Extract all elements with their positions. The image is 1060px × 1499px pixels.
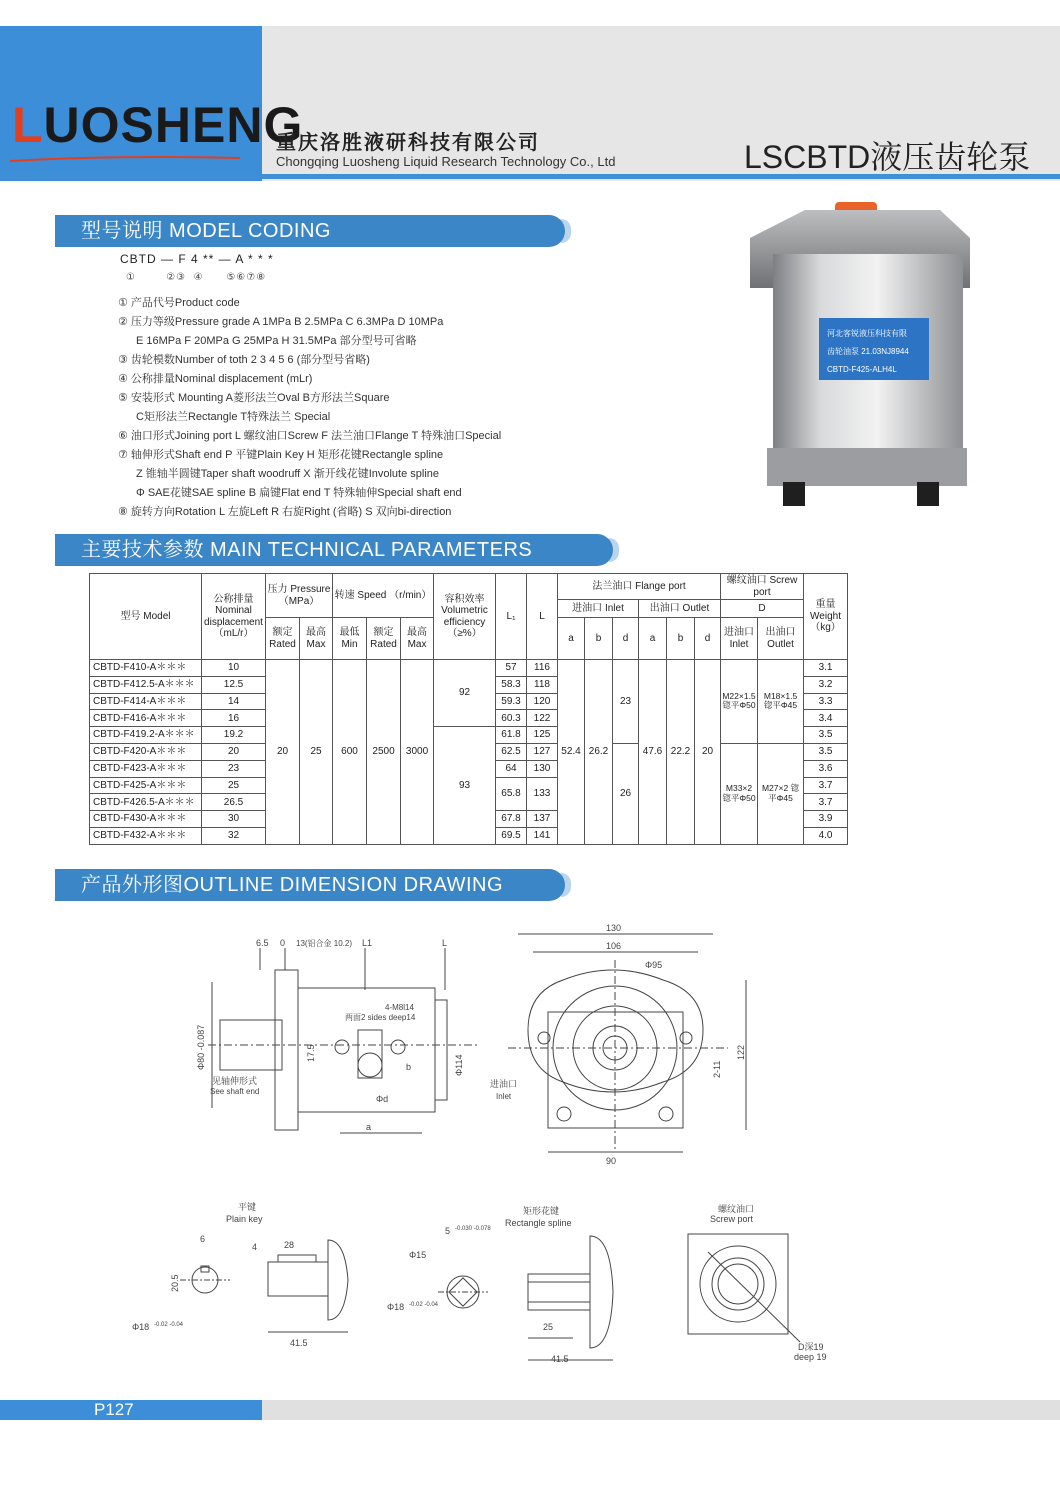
legend-line: ⑤ 安装形式 Mounting A菱形法兰Oval B方形法兰Square [118, 392, 390, 404]
legend-line: ① 产品代号Product code [118, 297, 240, 309]
col-flange-outlet: 出油口 Outlet [639, 600, 721, 618]
dim-label: 41.5 [551, 1354, 569, 1364]
cell-p-rated: 20 [266, 660, 300, 845]
pump-label-line: CBTD-F425-ALH4L [827, 365, 897, 374]
cell-disp: 12.5 [202, 676, 266, 693]
legend-line: Z 锥轴半圆键Taper shaft woodruff X 渐开线花键Involute spline [136, 468, 440, 480]
dim-label: 13(铝合金 10.2) [296, 939, 353, 948]
dim-label: deep 19 [794, 1352, 827, 1362]
dim-label: 4-M8l14 [385, 1003, 414, 1012]
cell-l1: 67.8 [496, 811, 527, 828]
cell-l1: 64 [496, 760, 527, 777]
dim-label: b [406, 1062, 412, 1072]
cell-l: 141 [527, 827, 558, 844]
tech-params-heading: 主要技术参数 MAIN TECHNICAL PARAMETERS [55, 534, 613, 566]
cell-l1: 69.5 [496, 827, 527, 844]
shaft-note: 见轴伸形式 [212, 1076, 258, 1086]
cell-model: CBTD-F423-A＊＊＊ [90, 760, 202, 777]
cell-s-max: 3000 [401, 660, 434, 845]
model-coding-heading: 型号说明 MODEL CODING [55, 215, 565, 247]
cell-model: CBTD-F426.5-A＊＊＊ [90, 794, 202, 811]
cell-l1: 60.3 [496, 710, 527, 727]
logo-initial: L [12, 97, 44, 153]
cell-disp: 23 [202, 760, 266, 777]
cell-in-a: 52.4 [558, 660, 585, 845]
cell-disp: 30 [202, 811, 266, 828]
page-footer [0, 1400, 1060, 1420]
legend-line: ⑧ 旋转方向Rotation L 左旋Left R 右旋Right (省略) S 双向bi-direction [118, 506, 452, 518]
outline-heading: 产品外形图OUTLINE DIMENSION DRAWING [55, 869, 565, 901]
cell-model: CBTD-F432-A＊＊＊ [90, 827, 202, 844]
dim-label: 6 [200, 1234, 206, 1244]
dim-label: 122 [736, 1044, 746, 1060]
cell-model: CBTD-F410-A＊＊＊ [90, 660, 202, 677]
cell-out-d: 20 [695, 660, 721, 845]
col-model: 型号 Model [90, 574, 202, 660]
logo-text: UOSHENG [43, 97, 304, 153]
cell-disp: 14 [202, 693, 266, 710]
dim-label: 25 [543, 1322, 554, 1332]
col-weight: 重量 Weight （kg） [804, 574, 848, 660]
col-in-b: b [585, 618, 613, 660]
dim-label: 5 [445, 1226, 451, 1236]
dim-label: 17.5 [306, 1044, 316, 1062]
col-l1: L₁ [496, 574, 527, 660]
detail-title: 螺纹油口 [718, 1204, 755, 1214]
cell-l: 116 [527, 660, 558, 677]
col-screw-d: D [721, 600, 804, 618]
cell-l1: 57 [496, 660, 527, 677]
pump-label-line: 齿轮油泵 21.03NJ8944 [827, 347, 909, 356]
cell-disp: 20 [202, 743, 266, 760]
cell-model: CBTD-F430-A＊＊＊ [90, 811, 202, 828]
cell-s-rated: 2500 [367, 660, 401, 845]
col-pressure: 压力 Pressure （MPa） [266, 574, 333, 618]
legend-line: ② 压力等级Pressure grade A 1MPa B 2.5MPa C 6.3MPa D 10MPa [118, 316, 444, 328]
cell-weight: 3.5 [804, 727, 848, 744]
dim-label: Φ18 [132, 1322, 150, 1332]
dim-label: Φ80 -0.087 [196, 1024, 206, 1070]
detail-title: Screw port [710, 1214, 754, 1224]
legend-line: ⑥ 油口形式Joining port L 螺纹油口Screw F 法兰油口Flange T 特殊油口Special [118, 430, 502, 442]
cell-screw-inlet: M22×1.5 锪平Φ50 [721, 660, 758, 744]
detail-title: Plain key [226, 1214, 263, 1224]
cell-in-b: 26.2 [585, 660, 613, 845]
col-screw-port: 螺纹油口 Screw port [721, 574, 804, 600]
cell-in-d: 26 [613, 743, 639, 844]
legend-line: Φ SAE花键SAE spline B 扁键Flat end T 特殊轴伸Special shaft end [136, 487, 462, 499]
cell-weight: 3.9 [804, 811, 848, 828]
legend-line: ④ 公称排量Nominal displacement (mLr) [118, 373, 313, 385]
cell-l: 118 [527, 676, 558, 693]
cell-l: 125 [527, 727, 558, 744]
dim-label: Φ18 [387, 1302, 405, 1312]
dim-label: 130 [606, 923, 622, 933]
cell-weight: 3.7 [804, 777, 848, 794]
dim-label: 20.5 [170, 1274, 180, 1292]
rectangle-spline-drawing [383, 1200, 643, 1370]
dim-label: 0 [280, 938, 286, 948]
cell-out-a: 47.6 [639, 660, 667, 845]
tech-params-table [89, 573, 847, 847]
pump-label-line: 河北客锐液压科技有限 [827, 329, 907, 338]
dim-label: Φ114 [454, 1054, 464, 1076]
col-p-max: 最高 Max [300, 618, 333, 660]
detail-title: 平键 [238, 1202, 257, 1212]
dim-label: L1 [362, 938, 373, 948]
col-screw-outlet: 出油口 Outlet [758, 618, 804, 660]
model-code-legend [118, 294, 501, 522]
front-view-drawing [488, 920, 758, 1170]
cell-out-b: 22.2 [667, 660, 695, 845]
cell-weight: 3.5 [804, 743, 848, 760]
col-p-rated: 额定 Rated [266, 618, 300, 660]
cell-weight: 3.2 [804, 676, 848, 693]
dim-label: -0.02 -0.04 [154, 1322, 184, 1328]
cell-disp: 32 [202, 827, 266, 844]
dim-label: 两面2 sides deep14 [345, 1013, 416, 1022]
params-table [89, 573, 848, 845]
cell-model: CBTD-F425-A＊＊＊ [90, 777, 202, 794]
cell-disp: 26.5 [202, 794, 266, 811]
col-in-d: d [613, 618, 639, 660]
col-speed: 转速 Speed （r/min） [333, 574, 434, 618]
col-s-min: 最低 Min [333, 618, 367, 660]
shaft-note: See shaft end [210, 1087, 260, 1096]
cell-weight: 3.4 [804, 710, 848, 727]
dim-label: 90 [606, 1156, 617, 1166]
col-out-d: d [695, 618, 721, 660]
screw-port-drawing [680, 1200, 860, 1370]
dim-label: D深19 [798, 1342, 824, 1352]
cell-eff: 93 [434, 727, 496, 845]
model-code-indices: ① ②③ ④ ⑤⑥⑦⑧ [126, 272, 267, 283]
cell-model: CBTD-F412.5-A＊＊＊ [90, 676, 202, 693]
detail-title: 矩形花键 [523, 1206, 560, 1216]
cell-model: CBTD-F414-A＊＊＊ [90, 693, 202, 710]
side-view-drawing [190, 930, 490, 1160]
cell-eff: 92 [434, 660, 496, 727]
legend-line: C矩形法兰Rectangle T特殊法兰 Special [136, 411, 331, 423]
company-name-en: Chongqing Luosheng Liquid Research Technology Co., Ltd [276, 154, 616, 169]
cell-l1: 61.8 [496, 727, 527, 744]
dim-label: Φ15 [409, 1250, 427, 1260]
cell-l1: 59.3 [496, 693, 527, 710]
col-screw-inlet: 进油口 Inlet [721, 618, 758, 660]
dim-label: 2-11 [712, 1060, 722, 1078]
dim-label: -0.02 -0.04 [409, 1302, 439, 1308]
cell-l: 130 [527, 760, 558, 777]
cell-weight: 3.7 [804, 794, 848, 811]
company-name-cn: 重庆洛胜液研科技有限公司 [276, 132, 540, 154]
cell-l1: 62.5 [496, 743, 527, 760]
col-efficiency: 容积效率 Volumetric efficiency （≥%） [434, 574, 496, 660]
cell-disp: 19.2 [202, 727, 266, 744]
cell-screw-outlet: M18×1.5 锪平Φ45 [758, 660, 804, 744]
cell-p-max: 25 [300, 660, 333, 845]
legend-line: E 16MPa F 20MPa G 25MPa H 31.5MPa 部分型号可省略 [136, 335, 417, 347]
cell-l: 127 [527, 743, 558, 760]
dim-label: 28 [284, 1240, 295, 1250]
cell-disp: 16 [202, 710, 266, 727]
cell-l: 120 [527, 693, 558, 710]
cell-model: CBTD-F419.2-A＊＊＊ [90, 727, 202, 744]
cell-l: 137 [527, 811, 558, 828]
page-number: P127 [94, 1400, 134, 1419]
col-s-rated: 额定 Rated [367, 618, 401, 660]
col-l: L [527, 574, 558, 660]
dim-label: Φd [376, 1094, 389, 1104]
page-header [0, 26, 1060, 181]
cell-s-min: 600 [333, 660, 367, 845]
pump-photo [745, 198, 975, 520]
col-displacement: 公称排量 Nominal displacement （mL/r） [202, 574, 266, 660]
col-out-a: a [639, 618, 667, 660]
col-out-b: b [667, 618, 695, 660]
cell-disp: 10 [202, 660, 266, 677]
cell-model: CBTD-F420-A＊＊＊ [90, 743, 202, 760]
dim-label: Φ95 [645, 960, 663, 970]
dim-label: 106 [606, 941, 622, 951]
cell-disp: 25 [202, 777, 266, 794]
cell-weight: 3.6 [804, 760, 848, 777]
inlet-label: Inlet [496, 1092, 512, 1101]
dim-label: 4 [252, 1242, 258, 1252]
inlet-label: 进油口 [490, 1079, 518, 1089]
dim-label: 6.5 [256, 938, 269, 948]
cell-weight: 3.1 [804, 660, 848, 677]
cell-weight: 3.3 [804, 693, 848, 710]
logo-swoosh-icon [10, 154, 240, 162]
cell-l: 133 [527, 777, 558, 811]
cell-model: CBTD-F416-A＊＊＊ [90, 710, 202, 727]
cell-l1: 65.8 [496, 777, 527, 811]
detail-title: Rectangle spline [505, 1218, 572, 1228]
cell-l1: 58.3 [496, 676, 527, 693]
dim-label: 41.5 [290, 1338, 308, 1348]
cell-screw-inlet: M33×2 锪平Φ50 [721, 743, 758, 844]
dim-label: -0.030 -0.078 [455, 1226, 491, 1232]
col-in-a: a [558, 618, 585, 660]
cell-screw-outlet: M27×2 锪平Φ45 [758, 743, 804, 844]
dim-label: L [442, 938, 448, 948]
col-s-max: 最高 Max [401, 618, 434, 660]
model-code-pattern: CBTD — F 4 ** — A * * * [120, 252, 274, 266]
legend-line: ③ 齿轮模数Number of toth 2 3 4 5 6 (部分型号省略) [118, 354, 370, 366]
company-logo [12, 96, 303, 154]
top-margin [0, 0, 1060, 26]
col-flange-port: 法兰油口 Flange port [558, 574, 721, 600]
cell-l: 122 [527, 710, 558, 727]
cell-weight: 4.0 [804, 827, 848, 844]
dim-label: a [366, 1122, 372, 1132]
col-flange-inlet: 进油口 Inlet [558, 600, 639, 618]
cell-in-d: 23 [613, 660, 639, 744]
table-row [90, 660, 848, 677]
legend-line: ⑦ 轴伸形式Shaft end P 平键Plain Key H 矩形花键Rectangle spline [118, 449, 444, 461]
product-title: LSCBTD液压齿轮泵 [744, 139, 1031, 175]
plain-key-drawing [130, 1200, 360, 1350]
